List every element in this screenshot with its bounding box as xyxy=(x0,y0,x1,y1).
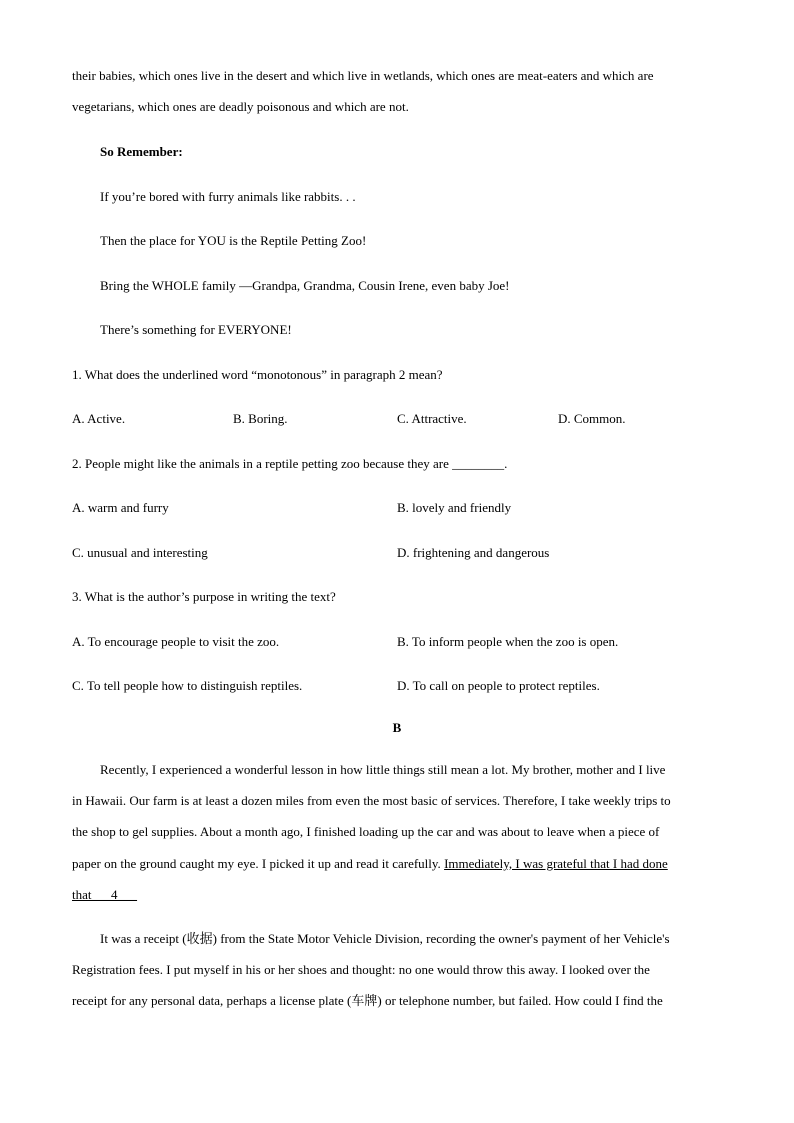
option-c: C. unusual and interesting xyxy=(72,545,208,560)
option-a: A. Active. xyxy=(72,411,126,426)
paragraph-line: their babies, which ones live in the desert and which live in wetlands, which ones are meat-eaters and which are xyxy=(72,68,654,83)
option-a: A. warm and furry xyxy=(72,500,169,515)
option-b: B. To inform people when the zoo is open. xyxy=(397,634,619,649)
question-stem: 3. What is the author’s purpose in writing the text? xyxy=(72,589,336,604)
option-d: D. Common. xyxy=(558,411,626,426)
remember-line: Then the place for YOU is the Reptile Petting Zoo! xyxy=(100,233,367,248)
underlined-sentence: Immediately, I was grateful that I had done xyxy=(444,856,668,871)
paragraph-line: the shop to gel supplies. About a month ago, I finished loading up the car and was about to leave when a piece of xyxy=(72,824,660,839)
section-heading: B xyxy=(392,720,402,735)
paragraph-line: vegetarians, which ones are deadly poisonous and which are not. xyxy=(72,99,409,114)
paragraph-line: It was a receipt (收据) from the State Motor Vehicle Division, recording the owner's payment of her Vehicle's xyxy=(100,931,670,946)
remember-line: Bring the WHOLE family —Grandpa, Grandma, Cousin Irene, even baby Joe! xyxy=(100,278,510,293)
paragraph-line: receipt for any personal data, perhaps a license plate (车牌) or telephone number, but failed. How could I find the xyxy=(72,993,663,1008)
option-b: B. Boring. xyxy=(233,411,288,426)
question-stem: 1. What does the underlined word “monotonous” in paragraph 2 mean? xyxy=(72,367,443,382)
paragraph-line: Recently, I experienced a wonderful lesson in how little things still mean a lot. My brother, mother and I live xyxy=(100,762,666,777)
paragraph-line: in Hawaii. Our farm is at least a dozen miles from even the most basic of services. Therefore, I take weekly trips to xyxy=(72,793,671,808)
option-d: D. To call on people to protect reptiles. xyxy=(397,678,600,693)
paragraph-line xyxy=(72,856,668,872)
blank-4: that___4___ xyxy=(72,887,137,902)
option-c: C. To tell people how to distinguish reptiles. xyxy=(72,678,303,693)
option-a: A. To encourage people to visit the zoo. xyxy=(72,634,280,649)
option-b: B. lovely and friendly xyxy=(397,500,512,515)
question-stem: 2. People might like the animals in a reptile petting zoo because they are ________. xyxy=(72,456,508,471)
option-c: C. Attractive. xyxy=(397,411,467,426)
remember-line: If you’re bored with furry animals like rabbits. . . xyxy=(100,189,356,204)
option-d: D. frightening and dangerous xyxy=(397,545,550,560)
text-segment: paper on the ground caught my eye. I picked it up and read it carefully. xyxy=(72,856,445,871)
remember-line: There’s something for EVERYONE! xyxy=(100,322,292,337)
remember-heading: So Remember: xyxy=(100,144,183,159)
paragraph-line: Registration fees. I put myself in his or her shoes and thought: no one would throw this away. I looked over the xyxy=(72,962,650,977)
